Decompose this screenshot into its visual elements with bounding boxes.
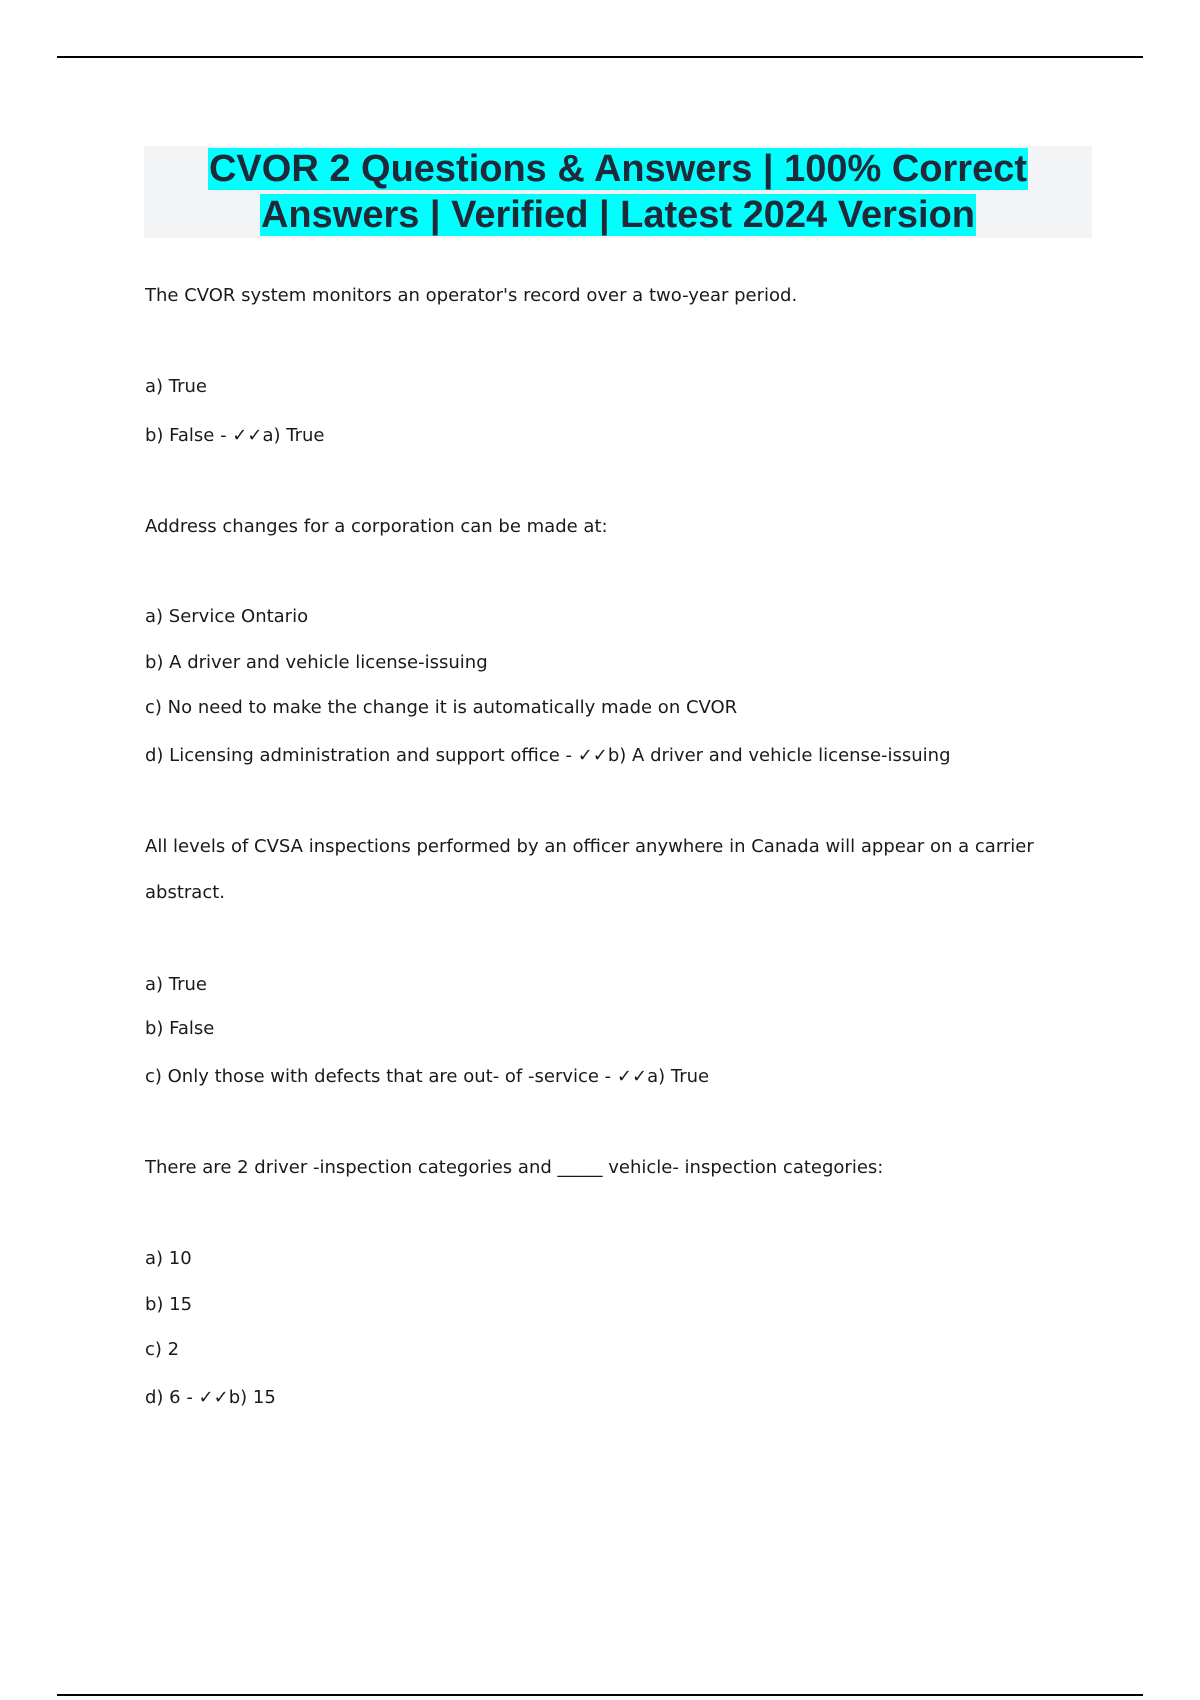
question-4-option-b: b) 15 [145,1294,193,1315]
bottom-rule [57,1694,1143,1696]
title-line-1: CVOR 2 Questions & Answers | 100% Correct [208,148,1028,190]
top-rule [57,56,1143,58]
question-2-option-b: b) A driver and vehicle license-issuing [145,652,488,673]
question-2-option-c: c) No need to make the change it is automatically made on CVOR [145,697,738,718]
question-1-option-a: a) True [145,376,208,397]
question-2-option-a: a) Service Ontario [145,606,309,627]
question-3-option-a: a) True [145,974,208,995]
question-4-option-d-answer: d) 6 - ✓✓b) 15 [145,1387,276,1408]
question-3-option-b: b) False [145,1018,215,1039]
question-4-prompt: There are 2 driver -inspection categories and _____ vehicle- inspection categories: [145,1157,884,1178]
question-1-option-b-answer: b) False - ✓✓a) True [145,425,325,446]
question-4-option-a: a) 10 [145,1248,192,1269]
question-3-option-c-answer: c) Only those with defects that are out- of -service - ✓✓a) True [145,1066,710,1087]
title-box [144,146,1092,238]
document-title [144,146,1092,238]
question-2-prompt: Address changes for a corporation can be made at: [145,516,608,537]
title-line-2: Answers | Verified | Latest 2024 Version [260,194,976,236]
question-1-prompt: The CVOR system monitors an operator's record over a two-year period. [145,285,798,306]
question-2-option-d-answer: d) Licensing administration and support office - ✓✓b) A driver and vehicle license-issuing [145,745,951,766]
question-3-prompt: All levels of CVSA inspections performed by an officer anywhere in Canada will appear on a carrier abstract. [145,836,1034,903]
question-4-option-c: c) 2 [145,1339,180,1360]
